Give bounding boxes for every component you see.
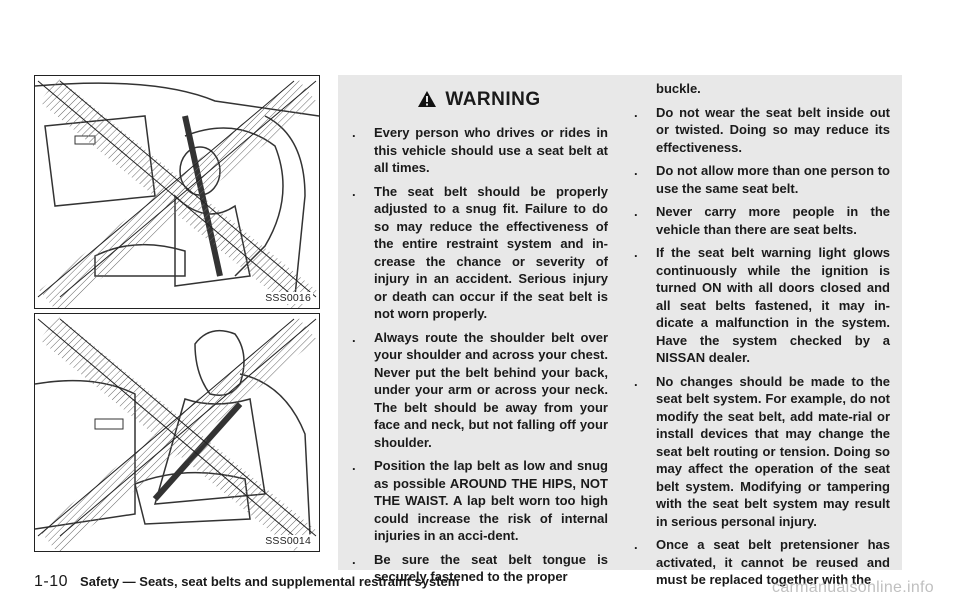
bullet: . xyxy=(352,125,356,140)
bullet: . xyxy=(634,373,638,389)
list-item-text: Once a seat belt pretensioner has activated, it cannot be reused and must be replaced together with the xyxy=(656,537,890,587)
bullet: . xyxy=(634,104,638,120)
list-item-text: Do not wear the seat belt inside out or twisted. Doing so may reduce its effectiveness. xyxy=(656,104,890,155)
list-item-text: No changes should be made to the seat belt system. For example, do not modify the seat belt, add mate-rial or install devices that may change the seat belt routing or tension. Doing so may affect the operation of the seat belt system. Modifying or tampering with the seat belt system may result in serious personal injury. xyxy=(656,373,890,529)
list-item-text: Always route the shoulder belt over your shoulder and across your chest. Never put the belt behind your back, under your arm or across your neck. The belt should be away from your face and neck, but not falling off your shoulder. xyxy=(374,329,608,450)
watermark: carmanualsonline.info xyxy=(772,579,934,596)
seat-belt-illustration xyxy=(35,76,319,308)
warning-header xyxy=(338,89,620,114)
seat-belt-illustration xyxy=(35,314,319,551)
bullet: . xyxy=(352,329,356,345)
warning-box-column-1 xyxy=(338,75,620,584)
warning-box-column-2 xyxy=(620,75,902,587)
list-item-text: Do not allow more than one person to use the same seat belt. xyxy=(656,163,890,196)
list-item-text: Be sure the seat belt tongue is securely fastened to the proper xyxy=(374,551,608,584)
bullet: . xyxy=(352,458,356,473)
list-item xyxy=(632,203,890,238)
bullet: . xyxy=(352,551,356,567)
list-item-text: Never carry more people in the vehicle than there are seat belts. xyxy=(656,204,890,237)
list-item xyxy=(350,329,608,452)
figure-code: SSS0014 xyxy=(265,535,311,547)
bullet: . xyxy=(634,245,638,260)
warning-list xyxy=(350,124,608,592)
warning-list-continued xyxy=(632,80,890,595)
figure-incorrect-belt-1 xyxy=(34,75,320,309)
list-item-text: The seat belt should be properly adjusted to a snug fit. Failure to do so may reduce the effectiveness of the entire restraint system and in-crease the chance or severity of injury in an accident. Serious injury or death can occur if the seat belt is not worn properly. xyxy=(374,183,608,321)
figure-code: SSS0016 xyxy=(265,292,311,304)
list-item xyxy=(632,373,890,531)
list-item-continuation: buckle. xyxy=(656,81,701,96)
bullet: . xyxy=(634,537,638,552)
list-item xyxy=(350,457,608,545)
warning-triangle-icon xyxy=(417,90,437,114)
section-title: Safety — Seats, seat belts and supplemental restraint system xyxy=(80,574,460,589)
bullet: . xyxy=(352,183,356,199)
list-item-text: Every person who drives or rides in this vehicle should use a seat belt at all times. xyxy=(374,125,608,175)
list-item-text: If the seat belt warning light glows continuously while the ignition is turned ON with all doors closed and all seat belts fastened, it may in-dicate a malfunction in the system. Have the system checked by a NISSAN dealer. xyxy=(656,245,890,365)
list-item xyxy=(632,244,890,367)
figure-incorrect-belt-2 xyxy=(34,313,320,552)
page-footer xyxy=(34,573,459,591)
bullet: . xyxy=(634,163,638,178)
list-item xyxy=(632,104,890,157)
bullet: . xyxy=(634,204,638,219)
list-item xyxy=(350,124,608,177)
list-item-text: Position the lap belt as low and snug as possible AROUND THE HIPS, NOT THE WAIST. A lap belt worn too high could increase the risk of internal injuries in an acci-dent. xyxy=(374,458,608,543)
page-number: 1-10 xyxy=(34,573,69,590)
list-item xyxy=(632,162,890,197)
warning-title: WARNING xyxy=(445,89,541,110)
list-item xyxy=(350,183,608,323)
